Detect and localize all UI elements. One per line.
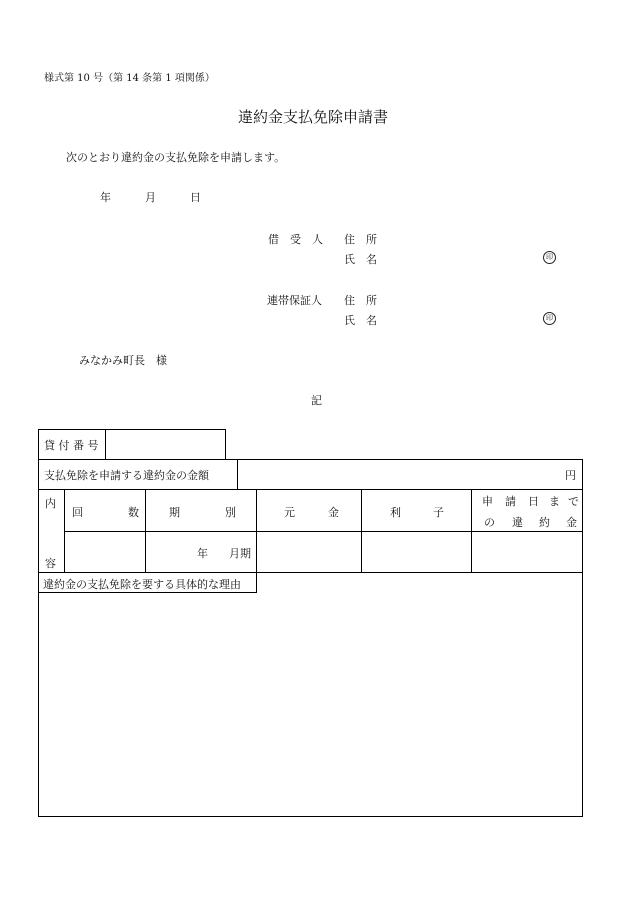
period-month: 月期 — [229, 547, 251, 560]
col-iyakukin-l1-1: 申 — [482, 495, 493, 508]
table-line — [361, 489, 362, 572]
guarantor-address-label: 住 所 — [344, 294, 377, 307]
col-iyakukin-l1-4: ま — [549, 495, 560, 508]
table-line — [38, 459, 583, 460]
borrower-label: 借 受 人 — [268, 233, 323, 246]
date-month: 月 — [145, 191, 156, 204]
col-kaisu-2: 数 — [128, 506, 139, 519]
col-iyakukin-l1-5: で — [568, 495, 579, 508]
guarantor-seal-mark: 印 — [543, 312, 556, 325]
yen-unit: 円 — [565, 469, 576, 482]
amount-label: 支払免除を申請する違約金の金額 — [44, 469, 209, 482]
table-line — [145, 489, 146, 572]
col-iyakukin-l2-2: 違 — [512, 516, 523, 529]
table-line — [38, 572, 583, 573]
table-line — [38, 592, 257, 593]
table-line — [256, 572, 257, 593]
col-iyakukin-l2-3: 約 — [539, 516, 550, 529]
col-kaisu-1: 回 — [72, 506, 83, 519]
col-kibetsu-2: 別 — [225, 506, 236, 519]
period-year: 年 — [197, 547, 208, 560]
col-kibetsu-1: 期 — [169, 506, 180, 519]
guarantor-name-label: 氏 名 — [344, 314, 377, 327]
table-line — [105, 429, 106, 459]
table-line — [471, 489, 472, 572]
borrower-address-label: 住 所 — [344, 233, 377, 246]
naiyo-top: 内 — [45, 497, 56, 510]
col-gankin-2: 金 — [328, 506, 339, 519]
reason-label: 違約金の支払免除を要する具体的な理由 — [43, 578, 241, 591]
table-line — [38, 816, 583, 817]
borrower-seal-mark: 印 — [543, 251, 556, 264]
table-line — [38, 489, 583, 490]
col-iyakukin-l2-4: 金 — [566, 516, 577, 529]
table-line — [38, 429, 225, 430]
intro-text: 次のとおり違約金の支払免除を申請します。 — [66, 151, 286, 164]
borrower-name-label: 氏 名 — [344, 253, 377, 266]
naiyo-bottom: 容 — [45, 557, 56, 570]
col-iyakukin-l1-3: 日 — [528, 495, 539, 508]
guarantor-label: 連帯保証人 — [267, 294, 322, 307]
form-number: 様式第 10 号（第 14 条第 1 項関係） — [44, 73, 215, 84]
addressee: みなかみ町長 様 — [79, 354, 167, 367]
table-line — [237, 459, 238, 489]
table-line — [256, 489, 257, 572]
date-year: 年 — [100, 191, 111, 204]
col-rishi-2: 子 — [433, 506, 444, 519]
table-line — [225, 429, 226, 459]
col-rishi-1: 利 — [390, 506, 401, 519]
table-line — [64, 489, 65, 572]
table-line — [64, 531, 583, 532]
col-gankin-1: 元 — [284, 506, 295, 519]
date-day: 日 — [190, 191, 201, 204]
table-line — [38, 429, 39, 817]
col-iyakukin-l1-2: 請 — [505, 495, 516, 508]
loan-number-label: 貸 付 番 号 — [44, 439, 99, 452]
form-title: 違約金支払免除申請書 — [238, 108, 389, 126]
ki-mark: 記 — [311, 394, 322, 407]
table-line — [582, 459, 583, 817]
col-iyakukin-l2-1: の — [484, 516, 495, 529]
